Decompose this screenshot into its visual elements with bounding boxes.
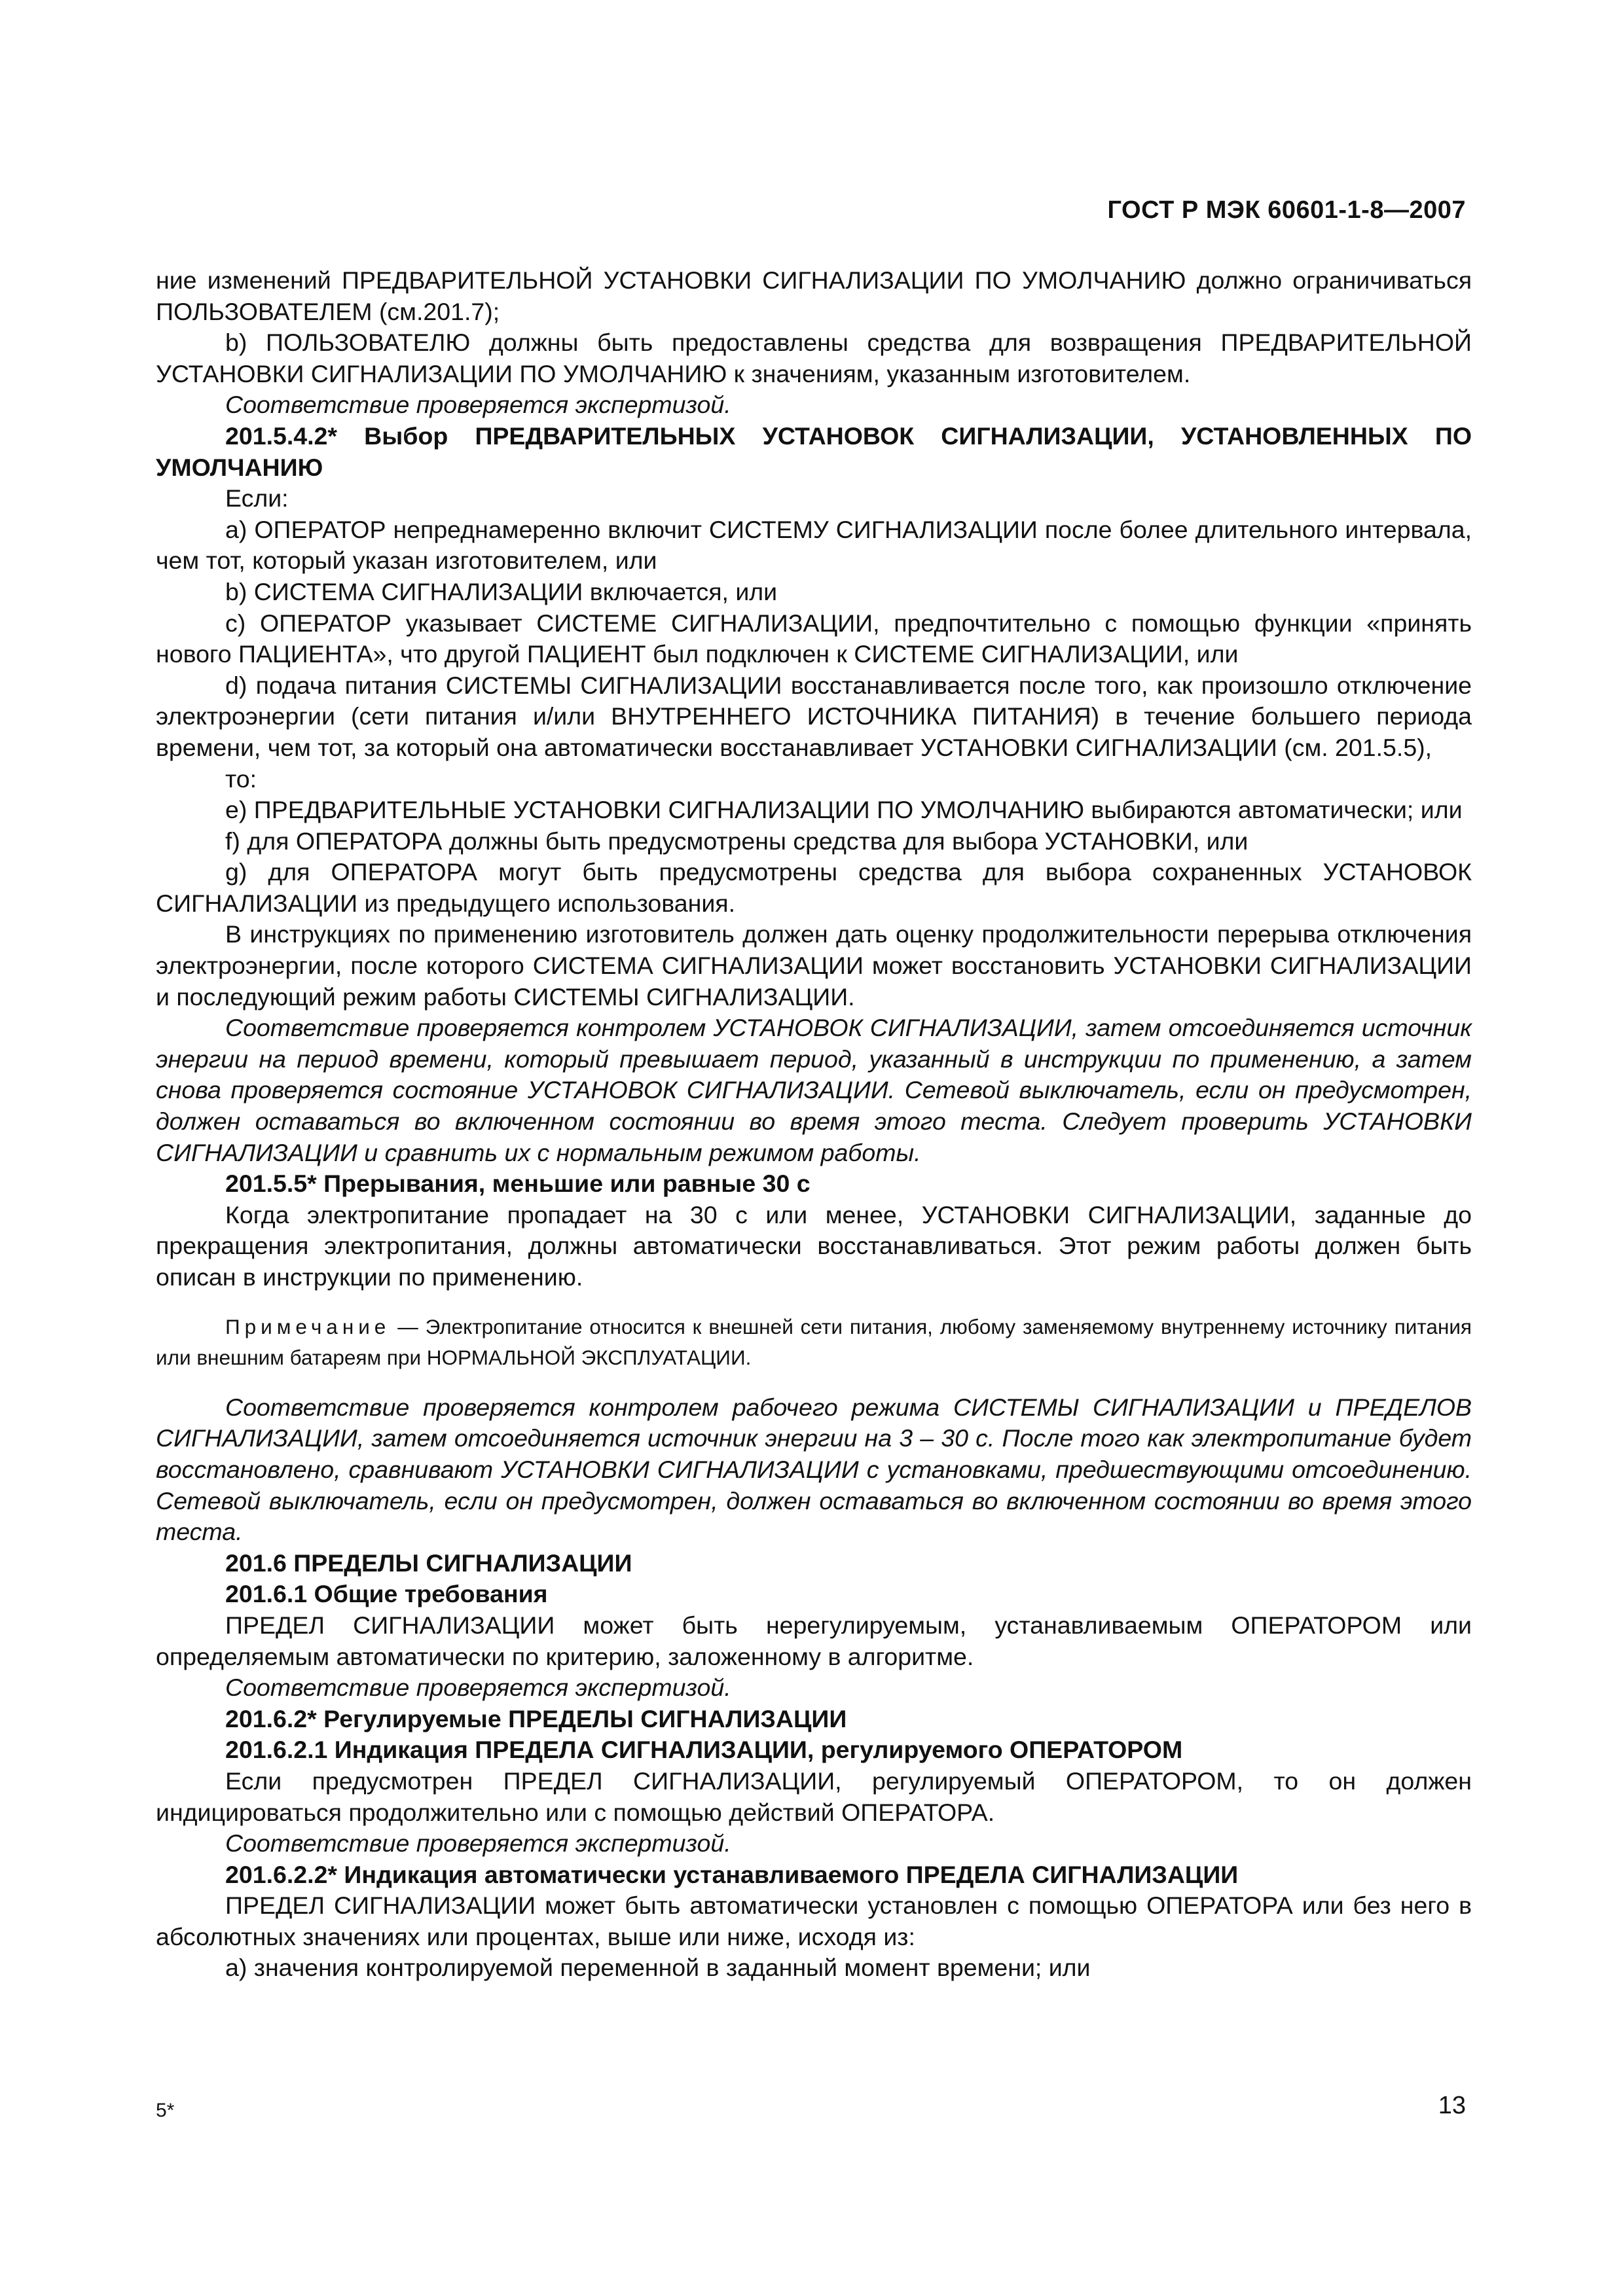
list-item-b: b) СИСТЕМА СИГНАЛИЗАЦИИ включается, или bbox=[225, 577, 778, 605]
note-paragraph bbox=[156, 1312, 1472, 1374]
section-heading-201-6: 201.6 ПРЕДЕЛЫ СИГНАЛИЗАЦИИ bbox=[225, 1549, 632, 1577]
standard-header: ГОСТ Р МЭК 60601-1-8—2007 bbox=[1107, 196, 1466, 224]
sheet-mark: 5* bbox=[156, 2100, 175, 2121]
paragraph-if: Если: bbox=[225, 484, 289, 512]
compliance-note: Соответствие проверяется экспертизой. bbox=[225, 1829, 731, 1857]
compliance-note: Соответствие проверяется экспертизой. bbox=[225, 1674, 731, 1702]
list-item-b: b) ПОЛЬЗОВАТЕЛЮ должны быть предоставлены средства для возвращения ПРЕДВАРИТЕЛЬНОЙ УСТАНОВКИ СИГНАЛИЗАЦИИ ПО УМОЛЧАНИЮ к значениям, указанным изготовителем. bbox=[156, 329, 1472, 387]
paragraph-power-loss: Когда электропитание пропадает на 30 с или менее, УСТАНОВКИ СИГНАЛИЗАЦИИ, заданные до прекращения электропитания, должны автоматически восстанавливаться. Этот режим работы должен быть описан в инструкции по применению. bbox=[156, 1200, 1472, 1291]
paragraph-then: то: bbox=[225, 764, 257, 793]
list-item-f: f) для ОПЕРАТОРА должны быть предусмотрены средства для выбора УСТАНОВКИ, или bbox=[225, 827, 1249, 855]
paragraph-instructions: В инструкциях по применению изготовитель должен дать оценку продолжительности перерыва отключения электроэнергии, после которого СИСТЕМА СИГНАЛИЗАЦИИ может восстановить УСТАНОВКИ СИГНАЛИЗАЦИИ и последующий режим работы СИСТЕМЫ СИГНАЛИЗАЦИИ. bbox=[156, 920, 1472, 1011]
list-item-g: g) для ОПЕРАТОРА могут быть предусмотрены средства для выбора сохраненных УСТАНОВОК СИГНАЛИЗАЦИИ из предыдущего использования. bbox=[156, 858, 1472, 917]
compliance-note: Соответствие проверяется контролем УСТАНОВОК СИГНАЛИЗАЦИИ, затем отсоединяется источник энергии на период времени, который превышает период, указанный в инструкции по применению, а затем снова проверяется состояние УСТАНОВОК СИГНАЛИЗАЦИИ. Сетевой выключатель, если он предусмотрен, должен оставаться во включенном состоянии во время этого теста. Следует проверить УСТАНОВКИ СИГНАЛИЗАЦИИ и сравнить их с нормальным режимом работы. bbox=[156, 1014, 1472, 1166]
list-item-a: a) ОПЕРАТОР непреднамеренно включит СИСТЕМУ СИГНАЛИЗАЦИИ после более длительного интервала, чем тот, который указан изготовителем, или bbox=[156, 515, 1472, 575]
paragraph-alarm-limit: ПРЕДЕЛ СИГНАЛИЗАЦИИ может быть нерегулируемым, устанавливаемым ОПЕРАТОРОМ или определяемым автоматически по критерию, заложенному в алгоритме. bbox=[156, 1611, 1472, 1670]
note-text: — Электропитание относится к внешней сети питания, любому заменяемому внутреннему источнику питания или внешним батареям при НОРМАЛЬНОЙ ЭКСПЛУАТАЦИИ. bbox=[156, 1314, 1472, 1370]
section-heading-201-5-4-2: 201.5.4.2* Выбор ПРЕДВАРИТЕЛЬНЫХ УСТАНОВОК СИГНАЛИЗАЦИИ, УСТАНОВЛЕННЫХ ПО УМОЛЧАНИЮ bbox=[156, 422, 1472, 481]
paragraph-auto-limit: ПРЕДЕЛ СИГНАЛИЗАЦИИ может быть автоматически установлен с помощью ОПЕРАТОРА или без него в абсолютных значениях или процентах, выше или ниже, исходя из: bbox=[156, 1892, 1472, 1950]
list-item-a: a) значения контролируемой переменной в заданный момент времени; или bbox=[225, 1954, 1091, 1982]
compliance-note: Соответствие проверяется экспертизой. bbox=[225, 391, 731, 419]
section-heading-201-5-5: 201.5.5* Прерывания, меньшие или равные 30 с bbox=[225, 1170, 811, 1198]
paragraph-continuation: ние изменений ПРЕДВАРИТЕЛЬНОЙ УСТАНОВКИ СИГНАЛИЗАЦИИ ПО УМОЛЧАНИЮ должно ограничиваться ПОЛЬЗОВАТЕЛЕМ (см.201.7); bbox=[156, 266, 1472, 325]
document-body bbox=[156, 265, 1472, 1984]
section-heading-201-6-2-2: 201.6.2.2* Индикация автоматически устанавливаемого ПРЕДЕЛА СИГНАЛИЗАЦИИ bbox=[225, 1860, 1239, 1888]
page-number: 13 bbox=[1438, 2092, 1466, 2119]
section-heading-201-6-2: 201.6.2* Регулируемые ПРЕДЕЛЫ СИГНАЛИЗАЦИИ bbox=[225, 1704, 847, 1732]
note-label: Примечание bbox=[225, 1314, 391, 1338]
section-heading-201-6-2-1: 201.6.2.1 Индикация ПРЕДЕЛА СИГНАЛИЗАЦИИ, регулируемого ОПЕРАТОРОМ bbox=[225, 1736, 1183, 1764]
list-item-e: e) ПРЕДВАРИТЕЛЬНЫЕ УСТАНОВКИ СИГНАЛИЗАЦИИ ПО УМОЛЧАНИЮ выбираются автоматически; или bbox=[225, 796, 1463, 824]
list-item-d: d) подача питания СИСТЕМЫ СИГНАЛИЗАЦИИ восстанавливается после того, как произошло отключение электроэнергии (сети питания и/или ВНУТРЕННЕГО ИСТОЧНИКА ПИТАНИЯ) в течение большего периода времени, чем тот, за который она автоматически восстанавливает УСТАНОВКИ СИГНАЛИЗАЦИИ (см. 201.5.5), bbox=[156, 671, 1472, 761]
section-heading-201-6-1: 201.6.1 Общие требования bbox=[225, 1580, 548, 1608]
paragraph-operator-limit: Если предусмотрен ПРЕДЕЛ СИГНАЛИЗАЦИИ, регулируемый ОПЕРАТОРОМ, то он должен индицироваться продолжительно или с помощью действий ОПЕРАТОРА. bbox=[156, 1767, 1472, 1826]
list-item-c: c) ОПЕРАТОР указывает СИСТЕМЕ СИГНАЛИЗАЦИИ, предпочтительно с помощью функции «принять нового ПАЦИЕНТА», что другой ПАЦИЕНТ был подключен к СИСТЕМЕ СИГНАЛИЗАЦИИ, или bbox=[156, 609, 1472, 668]
compliance-note: Соответствие проверяется контролем рабочего режима СИСТЕМЫ СИГНАЛИЗАЦИИ и ПРЕДЕЛОВ СИГНАЛИЗАЦИИ, затем отсоединяется источник энергии на 3 – 30 с. После того как электропитание будет восстановлено, сравнивают УСТАНОВКИ СИГНАЛИЗАЦИИ с установками, предшествующими отсоединению. Сетевой выключатель, если он предусмотрен, должен оставаться во включенном состоянии во время этого теста. bbox=[156, 1393, 1472, 1546]
